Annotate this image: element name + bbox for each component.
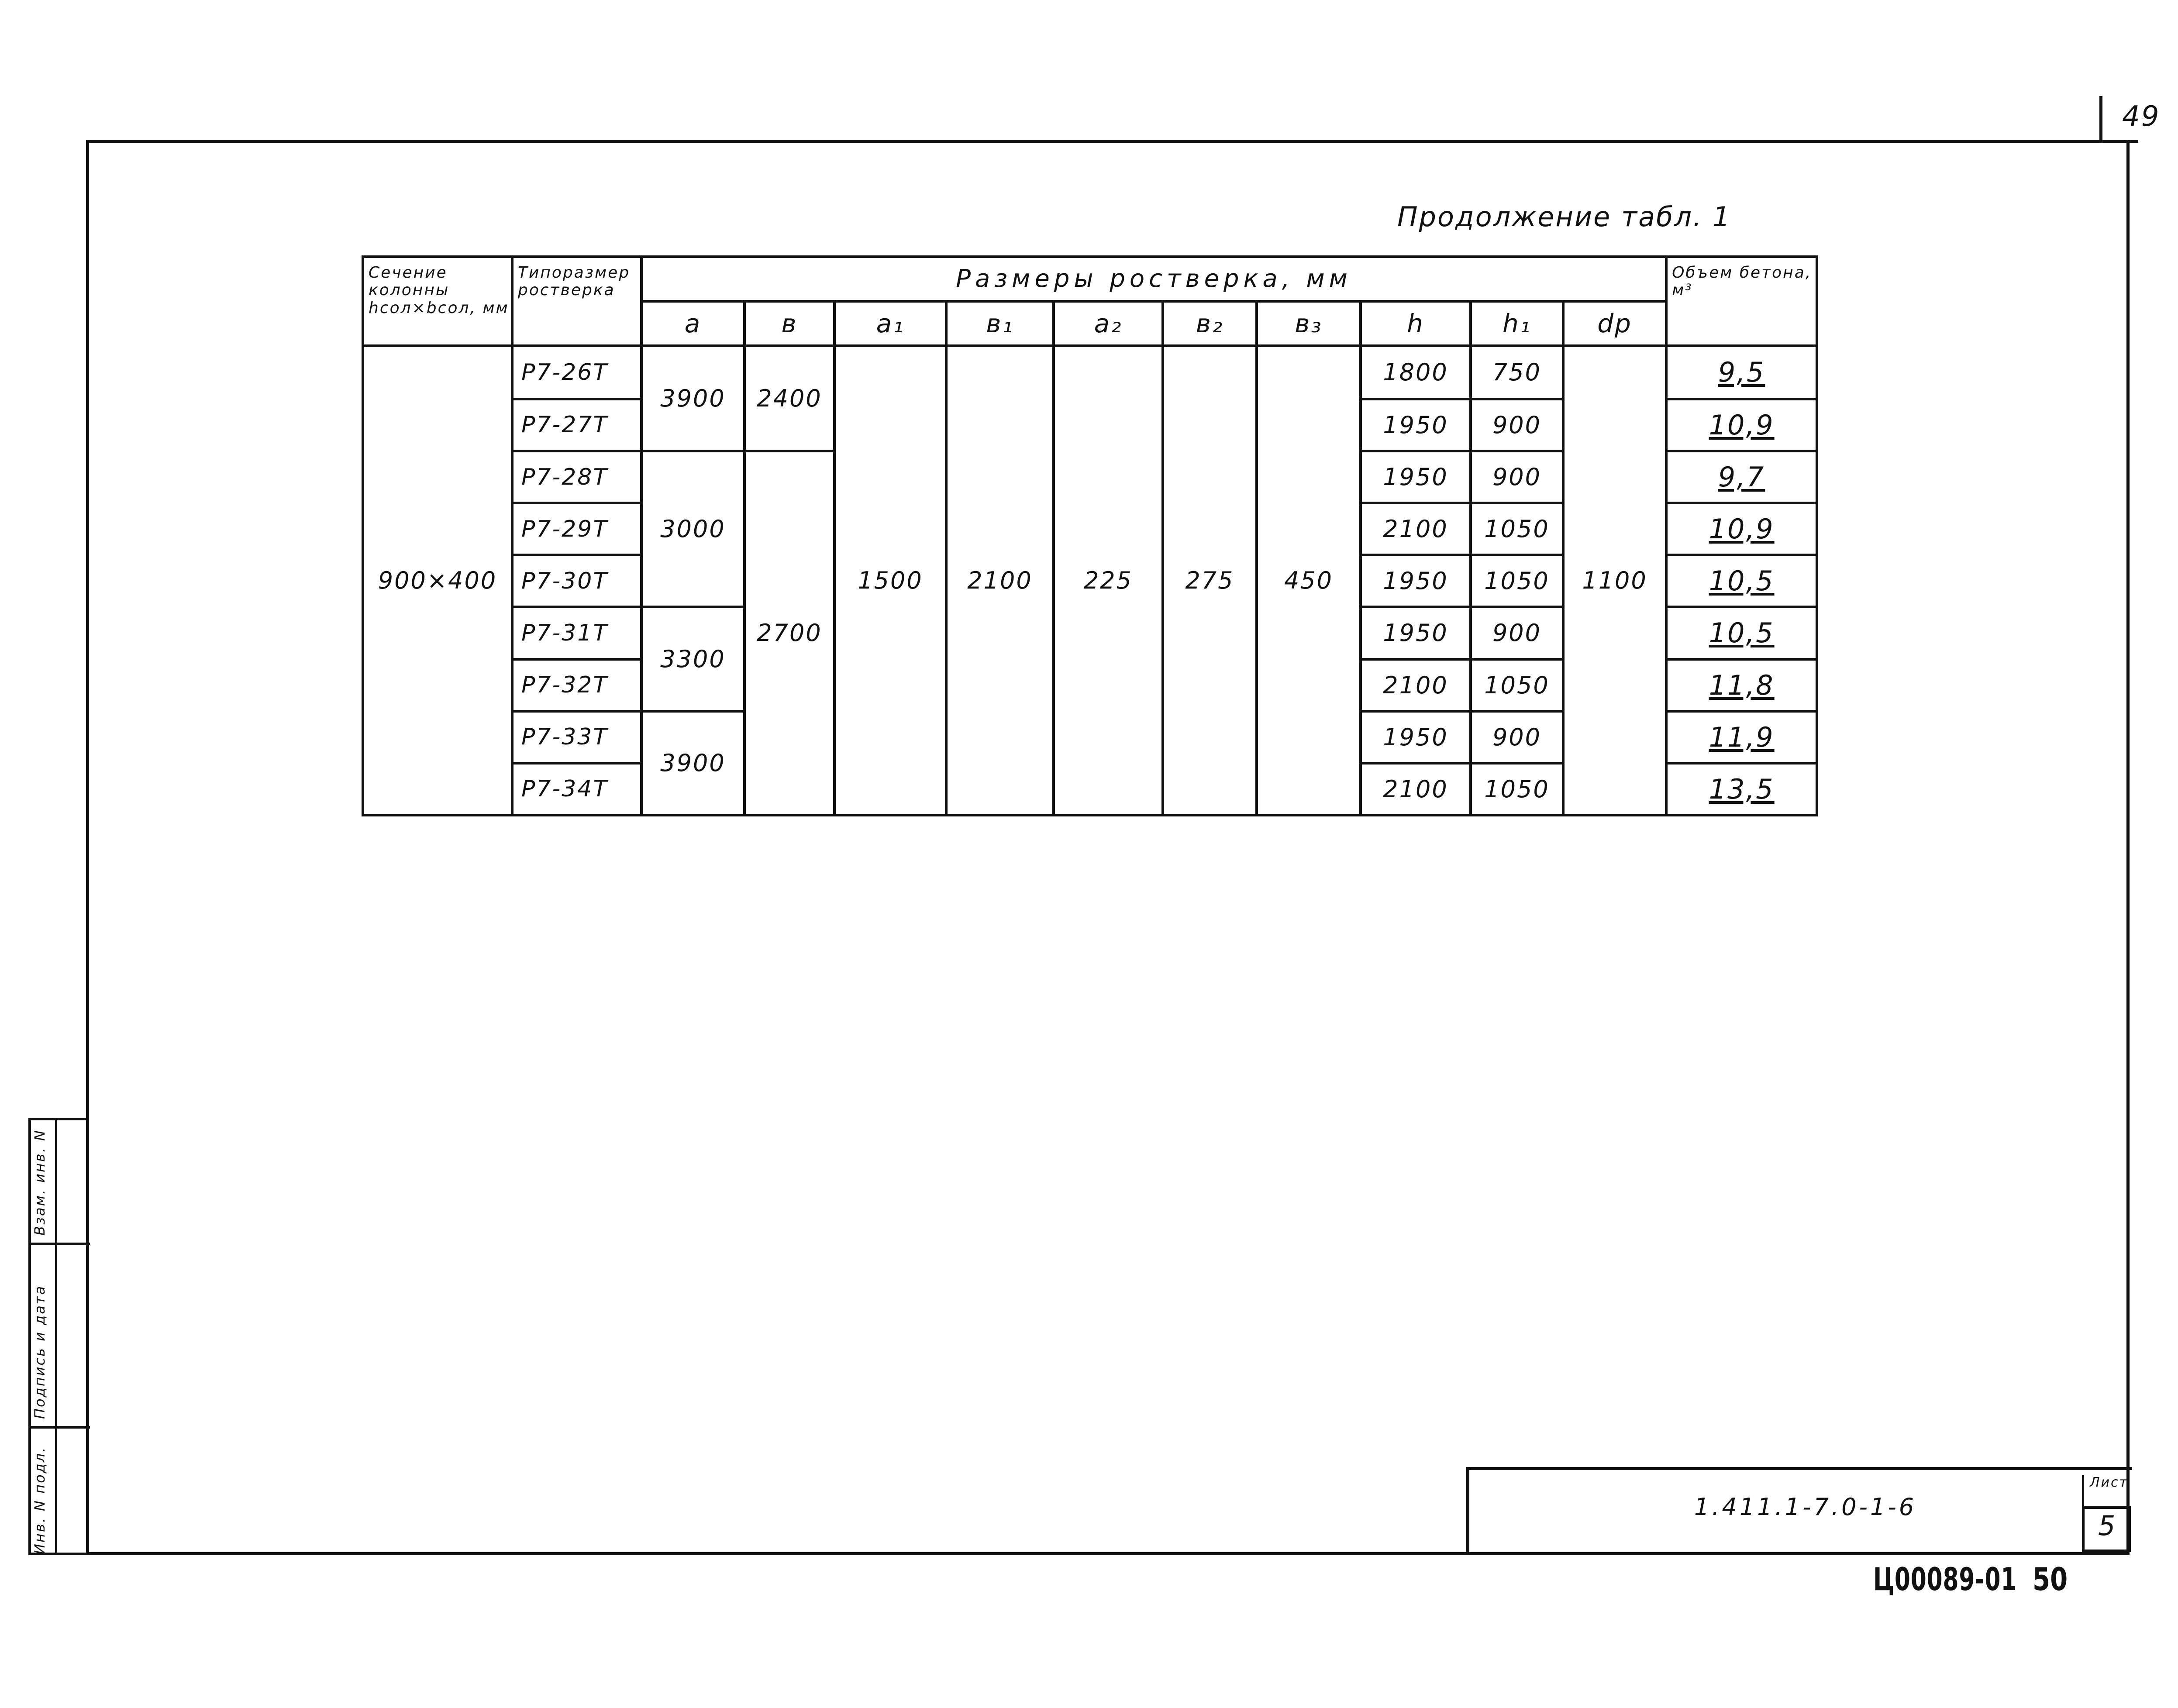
- subheader-b3: в₃: [1257, 301, 1361, 346]
- type-cell: Р7-27Т: [512, 399, 641, 451]
- strip-label-replace: Взам. инв. N: [31, 1129, 48, 1236]
- header-type: Типоразмер ростверка: [512, 257, 641, 346]
- type-cell: Р7-26Т: [512, 346, 641, 399]
- a1-value: 1500: [834, 346, 946, 815]
- h1-cell: 900: [1471, 607, 1563, 659]
- type-cell: Р7-33Т: [512, 711, 641, 763]
- h-cell: 1950: [1361, 399, 1471, 451]
- h1-cell: 1050: [1471, 659, 1563, 711]
- type-cell: Р7-30Т: [512, 555, 641, 607]
- b-group-2: 2700: [744, 451, 834, 815]
- a-group-4: 3900: [641, 711, 744, 815]
- h1-cell: 900: [1471, 711, 1563, 763]
- h1-cell: 1050: [1471, 763, 1563, 815]
- b3-value: 450: [1257, 346, 1361, 815]
- strip-label-signature: Подпись и дата: [31, 1284, 48, 1419]
- subheader-b1: в₁: [946, 301, 1054, 346]
- volume-cell: 10,5: [1666, 555, 1817, 607]
- subheader-h: h: [1361, 301, 1471, 346]
- corner-tick: [2099, 96, 2102, 143]
- archive-stamp-code: Ц00089-01: [1873, 1561, 2017, 1598]
- volume-cell: 13,5: [1666, 763, 1817, 815]
- subheader-a: a: [641, 301, 744, 346]
- b2-value: 275: [1163, 346, 1257, 815]
- subheader-a2: a₂: [1054, 301, 1163, 346]
- h-cell: 1950: [1361, 451, 1471, 503]
- subheader-b: в: [744, 301, 834, 346]
- h-cell: 2100: [1361, 659, 1471, 711]
- subheader-b2: в₂: [1163, 301, 1257, 346]
- h-cell: 1950: [1361, 711, 1471, 763]
- sheet-number: 5: [2098, 1510, 2117, 1542]
- page-number-top: 49: [2122, 100, 2161, 133]
- specification-table: [362, 255, 1818, 816]
- header-dimensions: Размеры ростверка, мм: [641, 257, 1666, 301]
- subheader-a1: a₁: [834, 301, 946, 346]
- type-cell: Р7-28Т: [512, 451, 641, 503]
- h1-cell: 1050: [1471, 555, 1563, 607]
- b1-value: 2100: [946, 346, 1054, 815]
- continuation-title: Продолжение табл. 1: [1397, 201, 1731, 233]
- h1-cell: 900: [1471, 399, 1563, 451]
- header-section: Сечение колонны hсол×bсол, мм: [363, 257, 512, 346]
- volume-cell: 10,5: [1666, 607, 1817, 659]
- type-cell: Р7-34Т: [512, 763, 641, 815]
- h1-cell: 900: [1471, 451, 1563, 503]
- a-group-2: 3000: [641, 451, 744, 607]
- type-cell: Р7-32Т: [512, 659, 641, 711]
- a-group-3: 3300: [641, 607, 744, 711]
- sheet-label: Лист: [2090, 1475, 2129, 1490]
- h-cell: 1950: [1361, 607, 1471, 659]
- section-value: 900×400: [363, 346, 512, 815]
- volume-cell: 10,9: [1666, 503, 1817, 555]
- archive-stamp-page: 50: [2033, 1561, 2068, 1598]
- h-cell: 2100: [1361, 763, 1471, 815]
- strip-divider: [31, 1243, 90, 1245]
- h1-cell: 1050: [1471, 503, 1563, 555]
- volume-cell: 11,8: [1666, 659, 1817, 711]
- document-code: 1.411.1-7.0-1-6: [1694, 1493, 1917, 1521]
- h-cell: 2100: [1361, 503, 1471, 555]
- h-cell: 1950: [1361, 555, 1471, 607]
- subheader-h1: h₁: [1471, 301, 1563, 346]
- header-volume: Объем бетона, м³: [1666, 257, 1817, 346]
- strip-vertical-line: [55, 1120, 57, 1553]
- frame-top-line: [86, 140, 2138, 143]
- a-group-1: 3900: [641, 346, 744, 451]
- volume-cell: 11,9: [1666, 711, 1817, 763]
- volume-cell: 10,9: [1666, 399, 1817, 451]
- type-cell: Р7-29Т: [512, 503, 641, 555]
- volume-cell: 9,5: [1666, 346, 1817, 399]
- b-group-1: 2400: [744, 346, 834, 451]
- subheader-dp: dр: [1563, 301, 1666, 346]
- h-cell: 1800: [1361, 346, 1471, 399]
- h1-cell: 750: [1471, 346, 1563, 399]
- strip-label-inv: Инв. N подл.: [31, 1446, 48, 1554]
- title-block-left-line: [1466, 1467, 1469, 1555]
- dp-value: 1100: [1563, 346, 1666, 815]
- title-block-top-line: [1466, 1467, 2132, 1470]
- strip-divider: [31, 1426, 90, 1429]
- type-cell: Р7-31Т: [512, 607, 641, 659]
- a2-value: 225: [1054, 346, 1163, 815]
- volume-cell: 9,7: [1666, 451, 1817, 503]
